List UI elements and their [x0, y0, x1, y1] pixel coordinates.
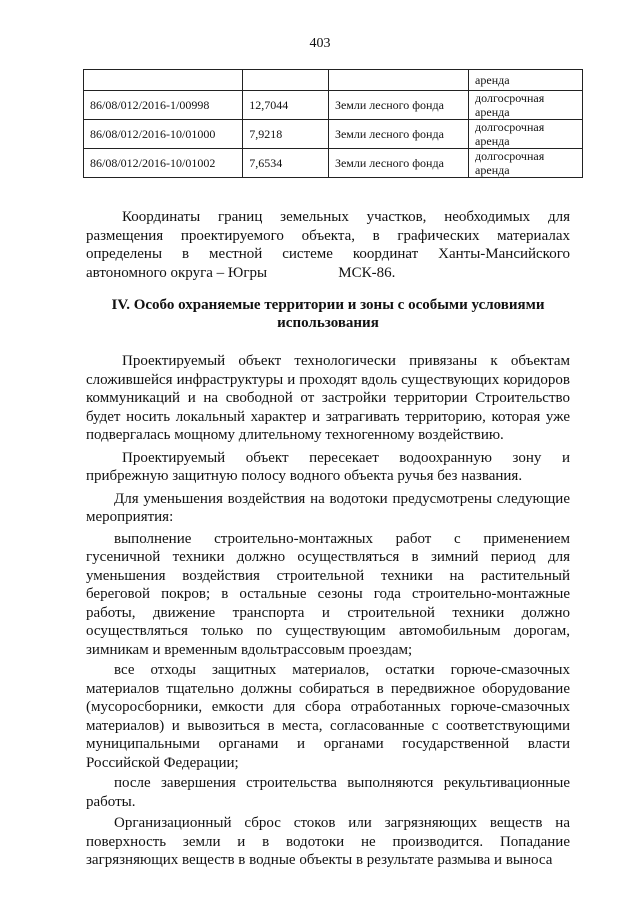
land-category-cell: Земли лесного фонда	[328, 149, 468, 178]
table-row	[84, 149, 583, 178]
land-category-cell: Земли лесного фонда	[328, 120, 468, 149]
coordinates-paragraph	[86, 208, 570, 282]
body-text	[86, 352, 570, 870]
use-type-cell: аренда	[469, 70, 583, 91]
paragraph-discharge: Организационный сброс стоков или загрязняющих веществ на поверхность земли и в водотоки не производится. Попадание загрязняющих веществ в водные объекты в результате размыва и выноса	[86, 815, 570, 868]
land-category-cell: Земли лесного фонда	[328, 91, 468, 120]
paragraph-measures-intro: Для уменьшения воздействия на водотоки предусмотрены следующие мероприятия:	[86, 490, 570, 525]
paragraph-waste-collection: все отходы защитных материалов, остатки горюче-смазочных материалов тщательно должны собираться в передвижное оборудование (мусоросборники, емкости для сбора отработанных горюче-смазочных материалов) и вывозиться в места, согласованные с соответствующими муниципальными органами и органами государственной власти Российской Федерации;	[86, 662, 570, 771]
cadastral-number-cell: 86/08/012/2016-1/00998	[84, 91, 243, 120]
area-cell: 12,7044	[243, 91, 329, 120]
paragraph-water-protection-zone: Проектируемый объект пересекает водоохранную зону и прибрежную защитную полосу водного объекта ручья без названия.	[86, 449, 570, 484]
table-row	[84, 91, 583, 120]
coords-line-4: автономного округа – Югры МСК-86.	[86, 264, 396, 281]
cadastral-number-cell: 86/08/012/2016-10/01000	[84, 120, 243, 149]
coords-line-1: Координаты границ земельных участков, необходимых для	[122, 209, 570, 225]
paragraph-tracked-machinery: выполнение строительно-монтажных работ с применением гусеничной техники должно осуществляться в зимний период для уменьшения воздействия строительной техники на растительный береговой покров; в остальные сезоны года строительно-монтажные работы, движение транспорта и строительной техники должно осуществляться только по существующим автомобильным дорогам, зимникам и временным вдольтрассовым проездам;	[86, 530, 570, 658]
page-number: 403	[309, 36, 331, 51]
land-category-cell	[328, 70, 468, 91]
paragraph-infrastructure: Проектируемый объект технологически привязаны к объектам сложившейся инфраструктуры и проходят вдоль существующих коридоров коммуникаций и на свободной от застройки территории Строительство будет носить локальный характер и затрагивать территорию, которая уже подвергалась мощному длительному техногенному воздействию.	[86, 353, 570, 443]
section-heading	[86, 296, 570, 332]
section-heading-line-1: IV. Особо охраняемые территории и зоны с особыми условиями	[111, 297, 545, 313]
coords-line-2: размещения проектируемого объекта, в графических материалах	[86, 227, 570, 244]
use-type-cell: долгосрочная аренда	[469, 149, 583, 178]
table-row	[84, 70, 583, 91]
area-cell	[243, 70, 329, 91]
coords-line-3: определены в местной системе координат Ханты-Мансийского	[86, 246, 570, 262]
use-type-cell: долгосрочная аренда	[469, 120, 583, 149]
cadastral-number-cell: 86/08/012/2016-10/01002	[84, 149, 243, 178]
table-row	[84, 120, 583, 149]
parcels-table	[83, 69, 583, 178]
paragraph-recultivation: после завершения строительства выполняются рекультивационные работы.	[86, 775, 570, 810]
section-heading-line-2: использования	[277, 315, 379, 331]
area-cell: 7,6534	[243, 149, 329, 178]
cadastral-number-cell	[84, 70, 243, 91]
area-cell: 7,9218	[243, 120, 329, 149]
use-type-cell: долгосрочная аренда	[469, 91, 583, 120]
